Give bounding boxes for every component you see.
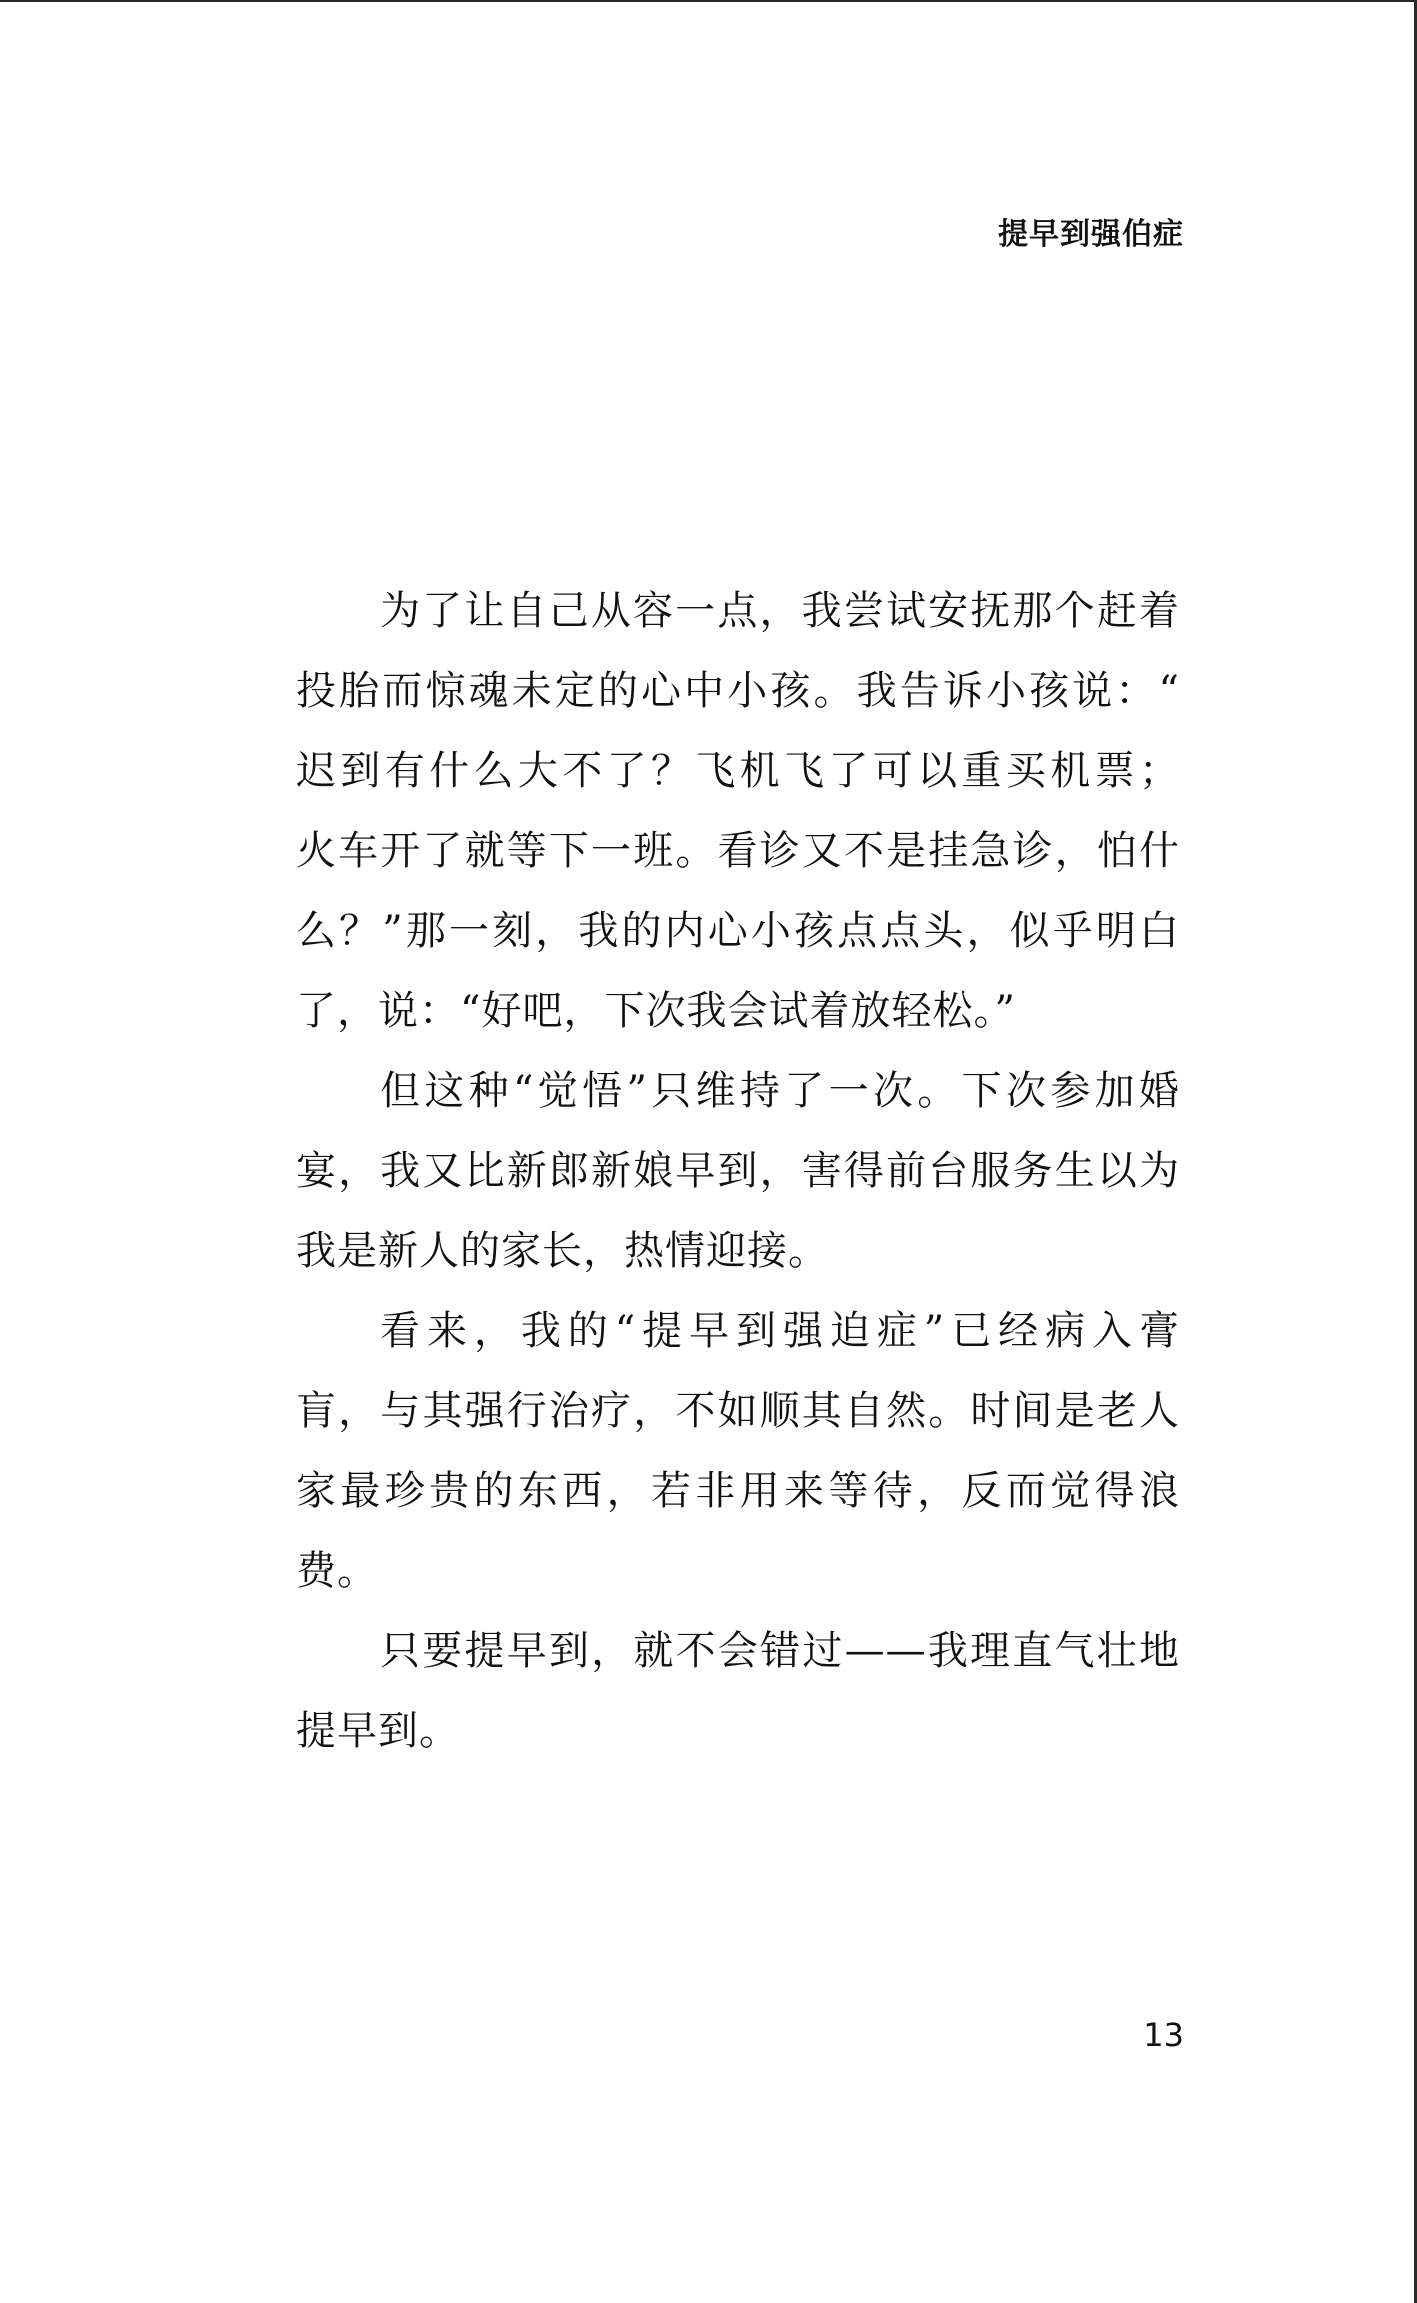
page-number: 13 xyxy=(1143,2016,1184,2054)
paragraph-4-line-1: 只要提早到，就不会错过——我理直气壮地 xyxy=(380,1628,1180,1674)
paragraph-3-line-4: 费。 xyxy=(296,1548,378,1594)
paragraph-1-line-3: 迟到有什么大不了？飞机飞了可以重买机票； xyxy=(296,748,1180,794)
paragraph-1-line-6: 了，说：“好吧，下次我会试着放轻松。” xyxy=(296,988,1016,1034)
paragraph-1-line-4: 火车开了就等下一班。看诊又不是挂急诊，怕什 xyxy=(296,828,1180,874)
running-header: 提早到强伯症 xyxy=(998,217,1184,252)
paragraph-1-line-2: 投胎而惊魂未定的心中小孩。我告诉小孩说：“ xyxy=(296,668,1180,714)
paragraph-1-line-5: 么？”那一刻，我的内心小孩点点头，似乎明白 xyxy=(296,908,1180,954)
paragraph-3-line-3: 家最珍贵的东西，若非用来等待，反而觉得浪 xyxy=(296,1468,1180,1514)
paragraph-4-line-2: 提早到。 xyxy=(296,1708,460,1754)
body-text xyxy=(296,576,1180,1776)
paragraph-3-line-2: 肓，与其强行治疗，不如顺其自然。时间是老人 xyxy=(296,1388,1180,1434)
paragraph-2-line-1: 但这种“觉悟”只维持了一次。下次参加婚 xyxy=(380,1068,1180,1114)
paragraph-2-line-3: 我是新人的家长，热情迎接。 xyxy=(296,1228,829,1274)
paragraph-2-line-2: 宴，我又比新郎新娘早到，害得前台服务生以为 xyxy=(296,1148,1180,1194)
paragraph-1-line-1: 为了让自己从容一点，我尝试安抚那个赶着 xyxy=(380,588,1180,634)
page-border-top xyxy=(0,0,1417,2)
paragraph-3-line-1: 看来，我的“提早到强迫症”已经病入膏 xyxy=(380,1308,1180,1354)
